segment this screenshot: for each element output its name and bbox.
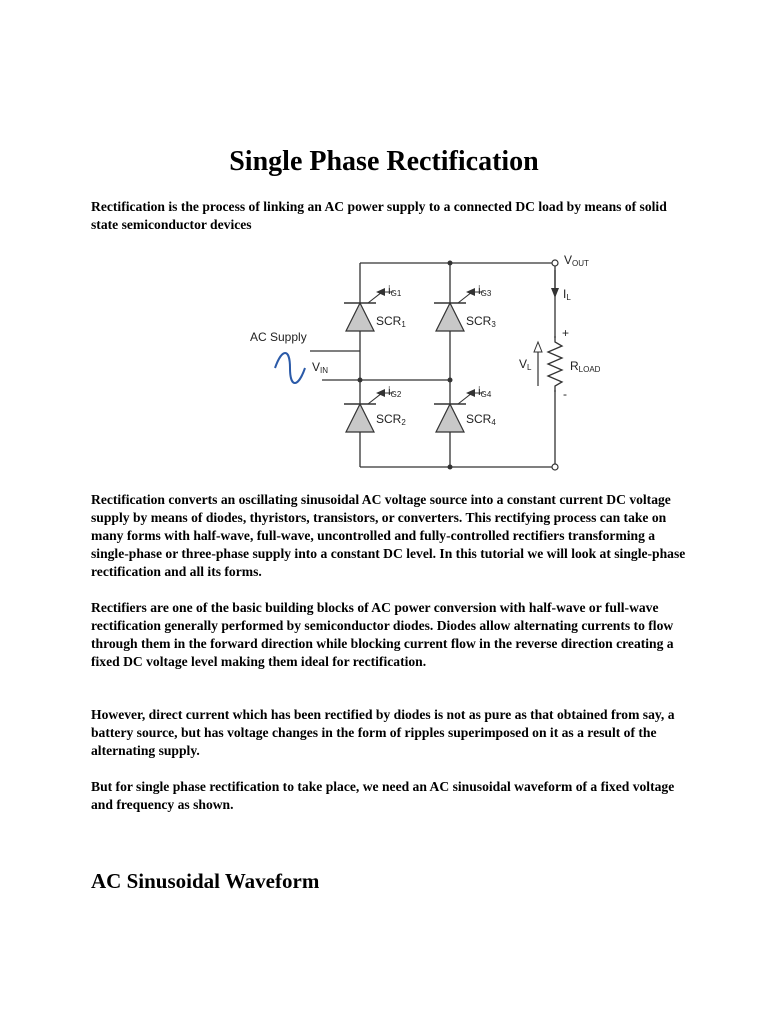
bridge-rectifier-diagram — [240, 248, 620, 478]
ac-source-sine-icon — [275, 353, 305, 383]
ig3-label: iG3 — [478, 283, 492, 298]
ig1-label: iG1 — [388, 283, 402, 298]
page-title: Single Phase Rectification — [229, 146, 539, 177]
load-current-arrow — [551, 270, 559, 298]
intro-paragraph: Rectification is the process of linking an AC power supply to a connected DC load by means of solid state semiconductor devices — [91, 199, 667, 232]
plus-sign: + — [562, 326, 570, 340]
load-voltage-arrow — [534, 342, 542, 386]
ig2-label: iG2 — [388, 384, 402, 399]
body-paragraph: But for single phase rectification to take place, we need an AC sinusoidal waveform of a fixed voltage and frequency as shown. — [91, 779, 675, 812]
ac-supply-label: AC Supply — [250, 330, 307, 344]
vl-label: VL — [519, 357, 532, 372]
junction-dots — [358, 261, 453, 470]
scr3-label: SCR3 — [466, 314, 496, 329]
minus-sign: - — [563, 387, 567, 401]
body-paragraph: Rectifiers are one of the basic building blocks of AC power conversion with half-wave or full-wave rectification generally performed by semiconductor diodes. Diodes allow alternating currents to flow through them in the forward direction while blocking current flow in the reverse direction creating a fixed DC voltage level making them ideal for rectification. — [91, 600, 674, 669]
rload-label: RLOAD — [570, 359, 601, 374]
section-heading: AC Sinusoidal Waveform — [91, 869, 320, 893]
body-paragraph: However, direct current which has been rectified by diodes is not as pure as that obtained from say, a battery source, but has voltage changes in the form of ripples superimposed on it as a result of the alternating supply. — [91, 707, 675, 758]
scr4-label: SCR4 — [466, 412, 496, 427]
body-paragraph: Rectification converts an oscillating sinusoidal AC voltage source into a constant current DC voltage supply by means of diodes, thyristors, transistors, or converters. This rectifying process can take on many forms with half-wave, full-wave, uncontrolled and fully-controlled rectifiers transforming a single-phase or three-phase supply into a constant DC level. In this tutorial we will look at single-phase rectification and all its forms. — [91, 492, 686, 579]
vout-label: VOUT — [564, 253, 589, 268]
ig4-label: iG4 — [478, 384, 492, 399]
load-resistor-symbol — [546, 336, 564, 392]
il-label: IL — [563, 287, 571, 302]
scr1-label: SCR1 — [376, 314, 406, 329]
vin-label: VIN — [312, 360, 329, 375]
scr2-label: SCR2 — [376, 412, 406, 427]
gate-leads — [368, 292, 484, 404]
